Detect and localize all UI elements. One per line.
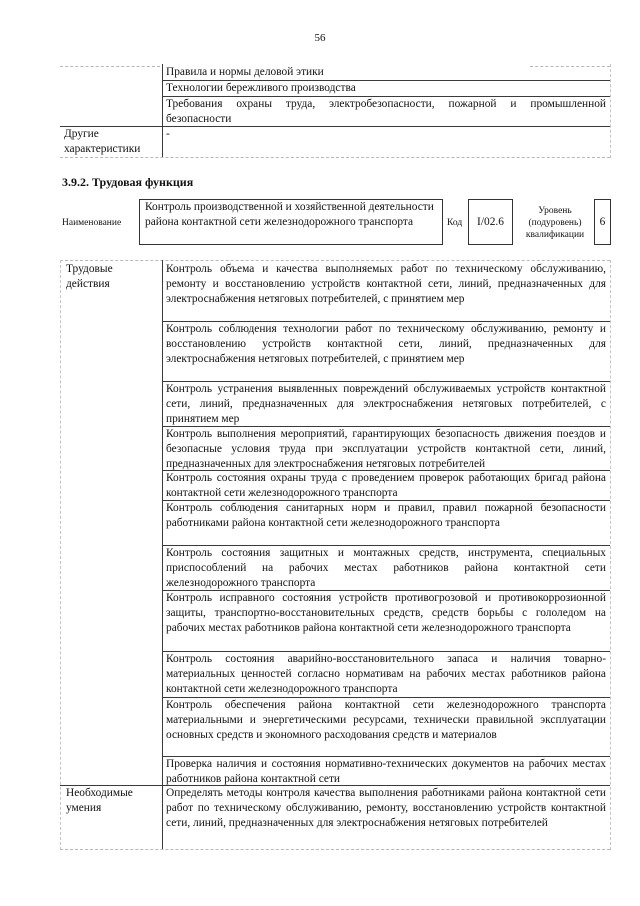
labor-action-item: Контроль устранения выявленных повреждений обслуживаемых устройств контактной сети, линий, предназначенных для электроснабжения нетяговых потребителей, с принятием мер — [166, 383, 606, 426]
labor-action-item: Проверка наличия и состояния нормативно-технических документов на рабочих местах работников района контактной сети — [166, 758, 606, 786]
section-heading: 3.9.2. Трудовая функция — [62, 175, 194, 189]
code-label: Код — [447, 218, 463, 228]
code-value: I/02.6 — [477, 216, 504, 228]
labor-action-item: Контроль объема и качества выполняемых работ по техническому обслуживанию, ремонту и восстановлению устройств контактной сети, линий, предназначенных для электроснабжения нетяговых потребителей, с принятием мер — [166, 263, 606, 306]
labor-action-item: Контроль обеспечения района контактной сети железнодорожного транспорта материальными и энергетическими ресурсами, технически правильной эксплуатации основных средств и экономного расходования средств и материалов — [166, 699, 606, 742]
top-table-row: Технологии бережливого производства — [166, 82, 356, 94]
page-number: 56 — [314, 32, 326, 44]
required-skills-label: Необходимые умения — [66, 787, 133, 815]
level-value: 6 — [599, 216, 606, 228]
labor-action-item: Контроль соблюдения технологии работ по техническому обслуживанию, ремонту и восстановлению устройств контактной сети, линий, предназначенных для электроснабжения нетяговых потребителей, с принятием мер — [166, 323, 606, 366]
top-table-row: Требования охраны труда, электробезопасности, пожарной и промышленной безопасности — [166, 98, 606, 126]
name-label: Наименование — [62, 218, 122, 228]
required-skill-item: Определять методы контроля качества выполнения работниками района контактной сети работ по техническому обслуживанию, ремонту, восстановлению устройств контактной сети, линий, предназначенных для электроснабжения нетяговых потребителей — [166, 787, 606, 830]
labor-action-item: Контроль состояния аварийно-восстановительного запаса и наличия товарно-материальных ценностей согласно нормативам на рабочих местах работников района контактной сети железнодорожного транспорта — [166, 653, 606, 696]
top-table-row: Правила и нормы деловой этики — [166, 66, 324, 78]
labor-action-item: Контроль выполнения мероприятий, гарантирующих безопасность движения поездов и безопасные условия труда при эксплуатации устройств контактной сети, линий, предназначенных для электроснабжения нетяговых потребителей — [166, 428, 606, 471]
labor-action-item: Контроль исправного состояния устройств противогрозовой и противокоррозионной защиты, транспортно-восстановительных средств, средств борьбы с гололедом на рабочих местах работников района контактной сети железнодорожного транспорта — [166, 592, 606, 635]
labor-actions-label: Трудовые действия — [66, 263, 113, 291]
labor-action-item: Контроль соблюдения санитарных норм и правил, правил пожарной безопасности работниками района контактной сети железнодорожного транспорта — [166, 502, 606, 530]
level-label: Уровень (подуровень) квалификации — [525, 206, 585, 240]
other-characteristics-value: - — [166, 128, 170, 140]
labor-action-item: Контроль состояния охраны труда с проведением проверок работающих бригад района контактной сети железнодорожного транспорта — [166, 472, 606, 500]
labor-action-item: Контроль состояния защитных и монтажных средств, инструмента, специальных приспособлений на рабочих местах работников района контактной сети железнодорожного транспорта — [166, 547, 606, 590]
name-value: Контроль производственной и хозяйственной деятельности района контактной сети железнодорожного транспорта — [145, 201, 434, 229]
other-characteristics-label: Другие характеристики — [64, 128, 141, 156]
